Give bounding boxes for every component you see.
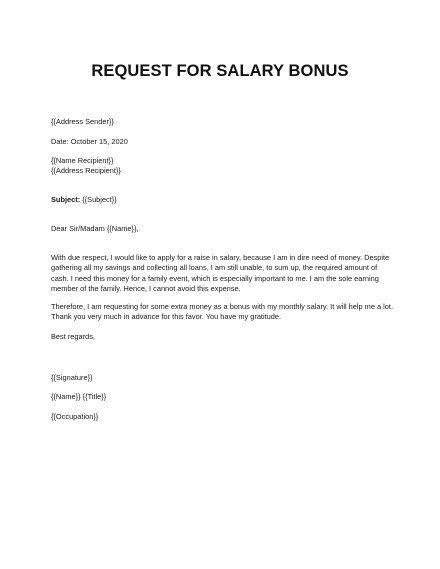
- body-paragraph-2: [51, 302, 401, 323]
- paragraph-line: Therefore, I am requesting for some extra money as a bonus with my monthly salary. It will help me a lot.: [51, 302, 394, 311]
- document-title: REQUEST FOR SALARY BONUS: [91, 62, 349, 80]
- name-recipient: {{Name Recipient}}: [51, 156, 114, 165]
- paragraph-line: Thank you very much in advance for this favor. You have my gratitude.: [51, 312, 282, 322]
- body-paragraph-1: [51, 253, 401, 295]
- subject-label: Subject:: [51, 195, 81, 204]
- paragraph-line: gathering all my savings and collecting all loans, I am still unable, to sum up, the required amount of: [51, 263, 378, 273]
- occupation-placeholder: {{Occupation}}: [51, 412, 99, 421]
- subject-value: {{Subject}}: [80, 195, 117, 204]
- paragraph-line: member of the family. Hence, I cannot avoid this expense.: [51, 284, 241, 294]
- signature-placeholder: {{Signature}}: [51, 373, 93, 382]
- subject-line: [51, 195, 117, 205]
- closing: Best regards,: [51, 332, 95, 341]
- paragraph-line: With due respect, I would like to apply for a raise in salary, because I am in dire need of money. Despite: [51, 253, 390, 262]
- salutation: Dear Sir/Madam {{Name}},: [51, 224, 139, 233]
- letter-date: Date: October 15, 2020: [51, 137, 128, 146]
- paragraph-line: cash. I need this money for a family event, which is especially important to me. I am the sole earning: [51, 273, 379, 283]
- address-sender: {{Address Sender}}: [51, 117, 114, 126]
- address-recipient: {{Address Recipient}}: [51, 166, 121, 175]
- name-title-placeholder: {{Name}} {{Title}}: [51, 392, 107, 401]
